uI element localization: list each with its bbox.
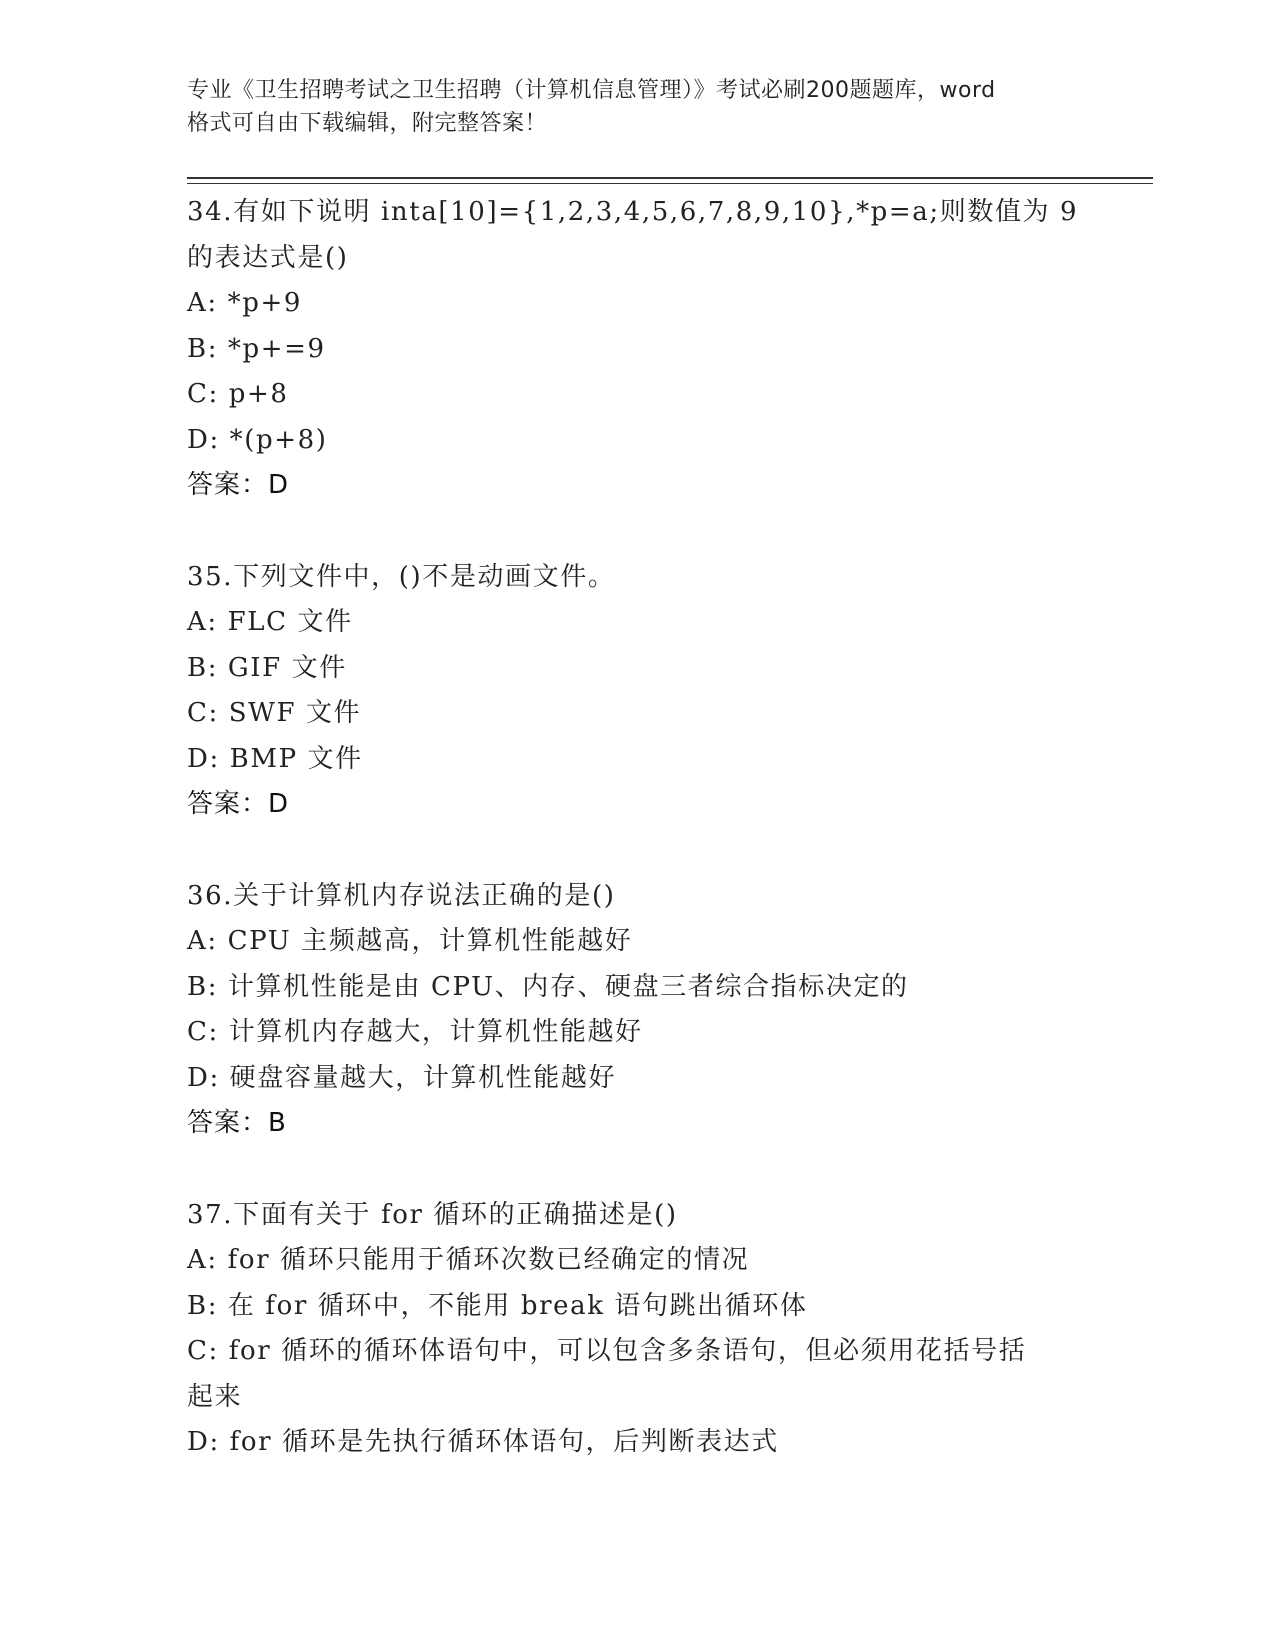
option-b: B: GIF 文件: [187, 652, 347, 683]
answer-label: 答案：D: [187, 470, 290, 500]
option-d: D: 硬盘容量越大，计算机性能越好: [187, 1062, 617, 1093]
option-c: C: p+8: [187, 379, 289, 409]
option-a: A: for 循环只能用于循环次数已经确定的情况: [187, 1245, 750, 1275]
option-c: C: SWF 文件: [187, 698, 362, 728]
header-divider-thick: [187, 177, 1153, 179]
question-stem: 36.关于计算机内存说法正确的是(): [187, 880, 616, 911]
question-stem: 34.有如下说明 inta[10]={1,2,3,4,5,6,7,8,9,10},*p=a;则数值为 9: [187, 197, 1079, 227]
answer-label: 答案：D: [187, 789, 290, 819]
question-stem: 37.下面有关于 for 循环的正确描述是(): [187, 1199, 678, 1230]
spacer: [187, 828, 1087, 874]
question-34: [187, 190, 1087, 509]
option-a: A: FLC 文件: [187, 607, 353, 637]
header-divider-thin: [187, 183, 1153, 184]
answer-label: 答案：B: [187, 1108, 287, 1138]
header-line-2: 格式可自由下载编辑，附完整答案！: [187, 111, 548, 136]
option-d: D: for 循环是先执行循环体语句，后判断表达式: [187, 1427, 779, 1457]
option-b: B: *p+=9: [187, 333, 326, 364]
question-36: [187, 874, 1087, 1147]
option-c-continued: 起来: [187, 1381, 243, 1412]
question-stem: 35.下列文件中，()不是动画文件。: [187, 561, 616, 592]
option-c: C: for 循环的循环体语句中，可以包含多条语句，但必须用花括号括: [187, 1336, 1027, 1366]
question-list: [187, 190, 1087, 1466]
option-b: B: 在 for 循环中，不能用 break 语句跳出循环体: [187, 1290, 808, 1321]
header-line-1: 专业《卫生招聘考试之卫生招聘（计算机信息管理）》考试必刷200题题库，word: [187, 78, 996, 103]
option-a: A: *p+9: [187, 288, 302, 318]
question-37: [187, 1193, 1087, 1466]
spacer: [187, 509, 1087, 555]
question-stem-continued: 的表达式是(): [187, 242, 349, 273]
document-header: [187, 74, 1087, 140]
spacer: [187, 1147, 1087, 1193]
question-35: [187, 555, 1087, 828]
option-a: A: CPU 主频越高，计算机性能越好: [187, 926, 633, 956]
option-d: D: *(p+8): [187, 424, 328, 455]
option-c: C: 计算机内存越大，计算机性能越好: [187, 1017, 643, 1047]
option-d: D: BMP 文件: [187, 743, 363, 774]
option-b: B: 计算机性能是由 CPU、内存、硬盘三者综合指标决定的: [187, 971, 909, 1002]
